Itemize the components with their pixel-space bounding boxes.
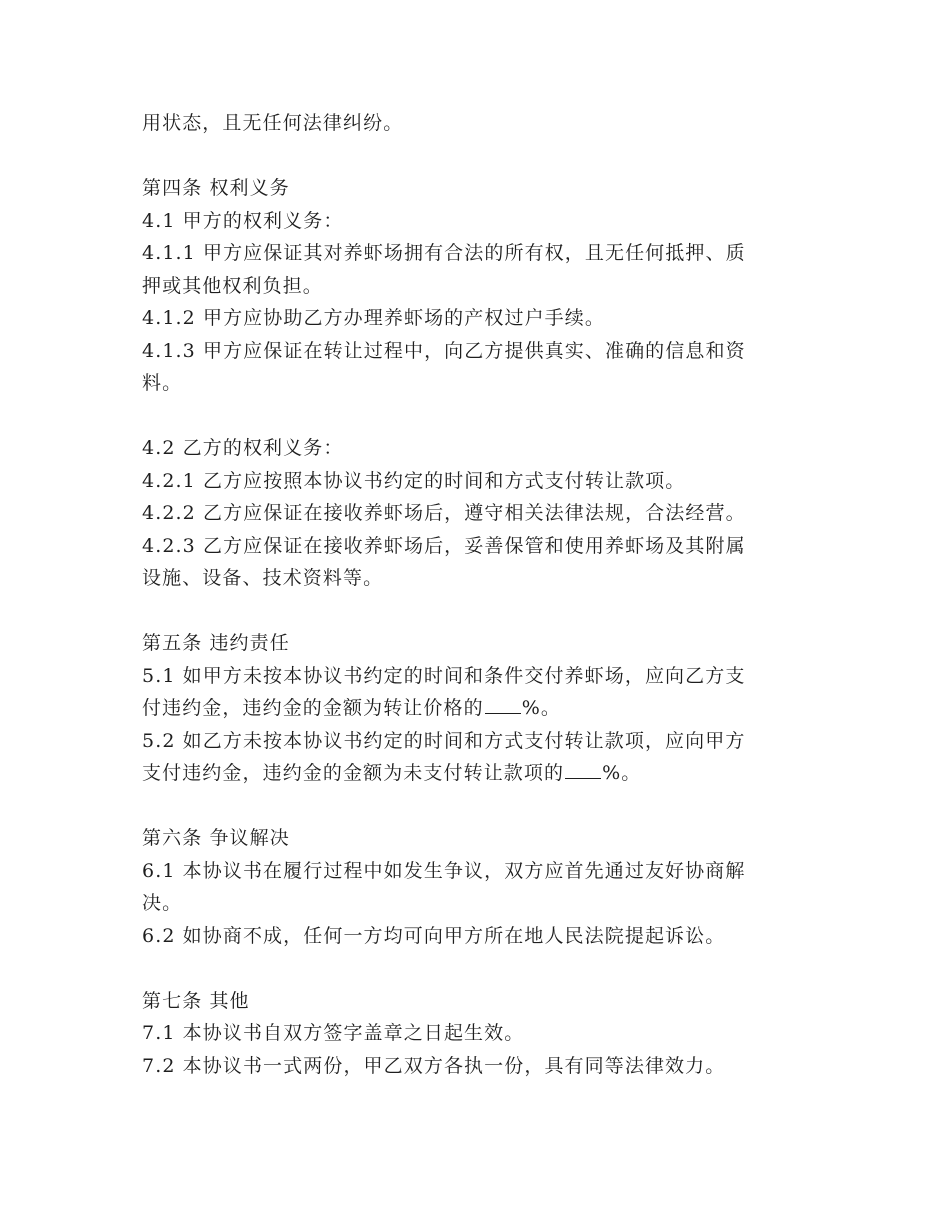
clause-4-2-title: 4.2 乙方的权利义务： — [142, 437, 344, 459]
clause-5-2-text: 支付违约金，违约金的金额为未支付转让款项的 — [142, 762, 565, 784]
clause-4-2-1: 4.2.1 乙方应按照本协议书约定的时间和方式支付转让款项。 — [142, 469, 686, 492]
article-5-title: 第五条 违约责任 — [142, 632, 290, 654]
clause-5-1-line-1: 5.1 如甲方未按本协议书约定的时间和条件交付养虾场，应向乙方支 — [142, 664, 746, 687]
clause-4-1-3-line-1: 4.1.3 甲方应保证在转让过程中，向乙方提供真实、准确的信息和资 — [142, 339, 746, 362]
clause-6-1-line-2: 决。 — [142, 892, 183, 914]
clause-4-1-title: 4.1 甲方的权利义务： — [142, 209, 344, 232]
document-body — [142, 107, 802, 1082]
spacer — [142, 140, 802, 173]
percent-suffix: %。 — [602, 762, 642, 784]
clause-5-1-line-2 — [142, 692, 802, 725]
clause-7-1: 7.1 本协议书自双方签字盖章之日起生效。 — [142, 1022, 525, 1044]
spacer — [142, 790, 802, 823]
percentage-blank-field — [485, 695, 521, 714]
article-4-title: 第四条 权利义务 — [142, 177, 290, 199]
clause-7-2: 7.2 本协议书一式两份，甲乙双方各执一份，具有同等法律效力。 — [142, 1054, 726, 1077]
percent-suffix: %。 — [521, 697, 561, 719]
clause-4-1-1-line-2: 押或其他权利负担。 — [142, 274, 323, 297]
clause-6-2: 6.2 如协商不成，任何一方均可向甲方所在地人民法院提起诉讼。 — [142, 924, 726, 947]
clause-5-2-line-2 — [142, 757, 802, 790]
spacer — [142, 952, 802, 985]
clause-4-2-2: 4.2.2 乙方应保证在接收养虾场后，遵守相关法律法规，合法经营。 — [142, 502, 746, 524]
continuation-text: 用状态，且无任何法律纠纷。 — [142, 112, 404, 134]
clause-5-2-line-1: 5.2 如乙方未按本协议书约定的时间和方式支付转让款项，应向甲方 — [142, 729, 746, 752]
article-7-title: 第七条 其他 — [142, 989, 250, 1012]
percentage-blank-field — [565, 760, 601, 779]
clause-5-1-text: 付违约金，违约金的金额为转让价格的 — [142, 697, 484, 719]
clause-4-1-3-line-2: 料。 — [142, 372, 183, 394]
clause-4-1-2: 4.1.2 甲方应协助乙方办理养虾场的产权过户手续。 — [142, 307, 605, 329]
article-6-title: 第六条 争议解决 — [142, 827, 290, 849]
clause-6-1-line-1: 6.1 本协议书在履行过程中如发生争议，双方应首先通过友好协商解 — [142, 859, 746, 882]
clause-4-1-1-line-1: 4.1.1 甲方应保证其对养虾场拥有合法的所有权，且无任何抵押、质 — [142, 242, 746, 264]
clause-4-2-3-line-2: 设施、设备、技术资料等。 — [142, 567, 384, 589]
spacer — [142, 400, 802, 433]
spacer — [142, 595, 802, 628]
clause-4-2-3-line-1: 4.2.3 乙方应保证在接收养虾场后，妥善保管和使用养虾场及其附属 — [142, 534, 746, 557]
